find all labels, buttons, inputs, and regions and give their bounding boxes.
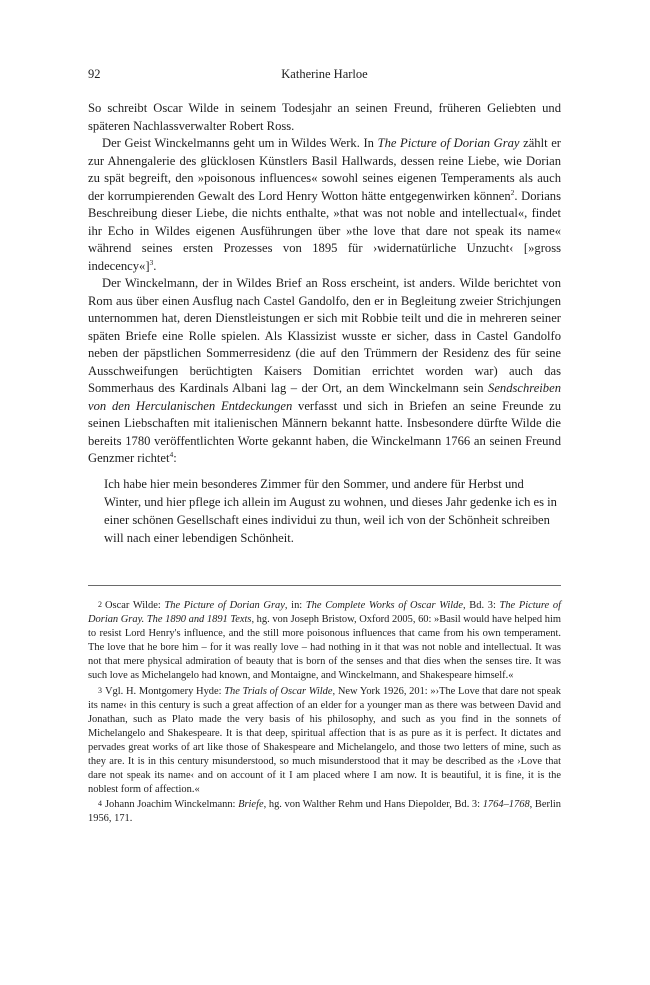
text-run: , New York 1926, 201: »›The Love that dare not speak its name‹ in this century is such a great affection of an elder for a younger man as there was between David and Jonathan, such as Plato made the very basis of his philosophy, and such as you find in the sonnets of Michelangelo and Shakespeare. It is that deep, spiritual affection that is as pure as it is perfect. It dictates and pervades great works of art like those of Shakespeare and Michelangelo, and those two letters of mine, such as they are. It is in this century misunderstood, so much misunderstood that it may be described as the ›Love that dare not speak its name‹ and on account of it I am placed where I am now. It is beautiful, it is fine, it is the noblest form of affection.« xyxy=(88,685,561,796)
footnote-number: 4 xyxy=(98,799,102,809)
text-run: Johann Joachim Winckelmann: xyxy=(105,799,239,811)
text-run: , in: xyxy=(284,600,306,611)
book-title: Sendschreiben von den Herculanischen Entdeckungen xyxy=(88,381,561,413)
main-text xyxy=(88,100,561,548)
footnote-4 xyxy=(88,797,561,826)
footnote-ref: 4 xyxy=(169,450,174,459)
text-run: . xyxy=(153,258,157,273)
running-head-author: Katherine Harloe xyxy=(281,67,368,81)
footnote-2 xyxy=(88,598,561,684)
book-title: The Picture of Dorian Gray xyxy=(377,136,520,150)
footnote-number: 3 xyxy=(98,685,102,695)
paragraph xyxy=(88,135,561,275)
book-title: Briefe xyxy=(238,799,264,811)
footnote-ref: 3 xyxy=(149,257,154,267)
text-run: , Bd. 3: xyxy=(463,600,500,611)
text-run: Oscar Wilde: xyxy=(105,600,165,611)
page-header xyxy=(88,67,561,83)
footnote-ref: 2 xyxy=(510,187,515,197)
text-run: Der Winckelmann, der in Wildes Brief an Ross erscheint, ist anders. Wilde berichtet von Rom aus über einen Ausflug nach Castel Gandolfo, den er in Begleitung zweier Strichjungen unternommen hat, deren Dienstleistungen er sich mit Robbie teilt und die in mehreren seiner späten Briefe eine Rolle spielen. Als Klassizist wusste er sicher, dass in Castel Gandolfo neben der päpstlichen Sommerresidenz (die auf den Trümmern der Residenz des für seine Ausschweifungen berüchtigten Kaisers Domitian errichtet worden war) auch das Sommerhaus des Kardinals Albani lag – der Ort, an dem Winckelmann sein xyxy=(88,276,561,395)
text-run: , hg. von Walther Rehm und Hans Diepolder, Bd. 3: xyxy=(263,799,483,811)
footnote-rule xyxy=(88,585,561,586)
text-run: Der Geist Winckelmanns geht um in Wildes Werk. In xyxy=(102,136,378,150)
paragraph: So schreibt Oscar Wilde in seinem Todesjahr an seinen Freund, früheren Geliebten und späteren Nachlassverwalter Robert Ross. xyxy=(88,101,561,133)
book-title: The Picture of Dorian Gray xyxy=(164,600,285,611)
text-run: : xyxy=(173,451,177,465)
footnote-number: 2 xyxy=(98,600,102,609)
text-run: zählt er zur Ahnengalerie des glücklosen Künstlers Basil Hallwards, dessen reine Liebe, wie Dorian zu spät begreift, den »poisonous influences« sowohl seines eigenen Temperaments als auch der korrumpierenden Gewalt des Lord Henry Wotton hätte entgegenwirken können xyxy=(88,136,561,203)
book-title: The Trials of Oscar Wilde xyxy=(224,685,333,697)
book-title: The Picture of Dorian Gray. The 1890 and 1891 Texts xyxy=(88,600,561,626)
book-title: The Complete Works of Oscar Wilde xyxy=(305,600,463,611)
text-run: Vgl. H. Montgomery Hyde: xyxy=(105,685,225,697)
book-title: 1764–1768 xyxy=(482,799,530,811)
footnotes xyxy=(88,598,561,827)
page-number: 92 xyxy=(88,67,101,81)
text-run: verfasst und sich in Briefen an seine Freunde zu seinen Liebschaften mit italienischen Männern bekannt hatte. Insbesondere dürfte Wilde die bereits 1780 veröffentlichten Worte gekannt haben, die Winckelmann 1766 an seinen Freund Genzmer richtet xyxy=(88,398,562,465)
text-run: , Berlin 1956, 171. xyxy=(88,799,561,825)
text-run: , hg. von Joseph Bristow, Oxford 2005, 60: »Basil would have helped him to resist Lord Henry's influence, and the still more poisonous influences that came from his own temperament. The love that he bore him – for it was really love – had nothing in it that was not noble and intellectual. It was not that mere physical admiration of beauty that is born of the senses and that dies when the senses tire. It was such love as Michelangelo had known, and Montaigne, and Winckelmann, and Shakespeare himself.« xyxy=(88,614,561,682)
paragraph xyxy=(88,275,561,468)
footnote-3 xyxy=(88,684,561,798)
text-run: . Dorians Beschreibung dieser Liebe, die nichts enthalte, »that was not noble and intellectual«, findet ihr Echo in Wildes eigenen Ausführungen über »the love that dare not speak its name« während seines ersten Prozesses von 1895 für ›widernatürliche Unzucht‹ [»gross indecency«] xyxy=(88,188,562,273)
block-quote: Ich habe hier mein besonderes Zimmer für den Sommer, und andere für Herbst und Winter, und hier pflege ich allein im August zu wohnen, und dieses Jahr gedenke ich es in einer schönen Gesellschaft eines individui zu thun, weil ich von der Schönheit schreiben will nach einer lebendigen Schönheit. xyxy=(104,476,557,546)
